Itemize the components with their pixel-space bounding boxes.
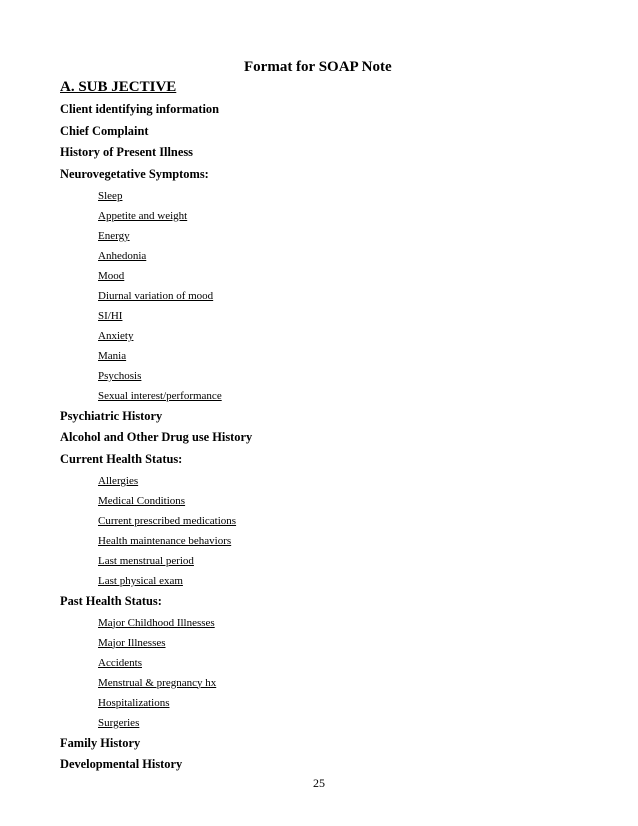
outline-heading: Neurovegetative Symptoms:: [60, 167, 209, 182]
outline-subitem: Last physical exam: [98, 574, 183, 587]
outline-heading: Developmental History: [60, 757, 183, 772]
outline-subitem: Last menstrual period: [98, 554, 194, 567]
outline-subitem: Psychosis: [98, 369, 142, 382]
outline-subitem: Appetite and weight: [98, 209, 188, 222]
outline-subitem: Allergies: [98, 474, 139, 487]
outline-heading: Family History: [60, 735, 141, 750]
outline-subitem: Current prescribed medications: [98, 514, 237, 527]
outline-subitem: Mood: [98, 269, 125, 282]
outline-subitem: Hospitalizations: [98, 696, 170, 709]
outline-heading: Psychiatric History: [60, 408, 163, 423]
outline-heading: Current Health Status:: [60, 452, 183, 467]
outline-subitem: Mania: [98, 349, 127, 362]
outline-subitem: Anxiety: [98, 329, 134, 342]
section-heading-subjective: A. SUB JECTIVE: [60, 79, 177, 95]
outline-subitem: SI/HI: [98, 309, 123, 322]
subjective-outline: [60, 99, 620, 776]
outline-subitem: Sexual interest/performance: [98, 389, 222, 402]
document-title: Format for SOAP Note: [244, 59, 392, 75]
outline-subitem: Diurnal variation of mood: [98, 289, 214, 302]
outline-subitem: Accidents: [98, 656, 142, 669]
outline-heading: Client identifying information: [60, 102, 220, 116]
outline-subitem: Major Illnesses: [98, 636, 166, 649]
outline-subitem: Sleep: [98, 189, 123, 202]
outline-heading: Alcohol and Other Drug use History: [60, 430, 253, 445]
outline-subitem: Health maintenance behaviors: [98, 534, 232, 547]
outline-subitem: Medical Conditions: [98, 494, 186, 507]
outline-heading: Chief Complaint: [60, 123, 149, 138]
page-number: 25: [313, 776, 325, 790]
outline-subitem: Menstrual & pregnancy hx: [98, 676, 217, 689]
outline-heading: History of Present Illness: [60, 145, 193, 160]
outline-subitem: Surgeries: [98, 716, 140, 729]
outline-heading: Past Health Status:: [60, 593, 162, 608]
outline-subitem: Anhedonia: [98, 249, 147, 262]
outline-subitem: Energy: [98, 229, 130, 242]
outline-subitem: Major Childhood Illnesses: [98, 616, 215, 629]
